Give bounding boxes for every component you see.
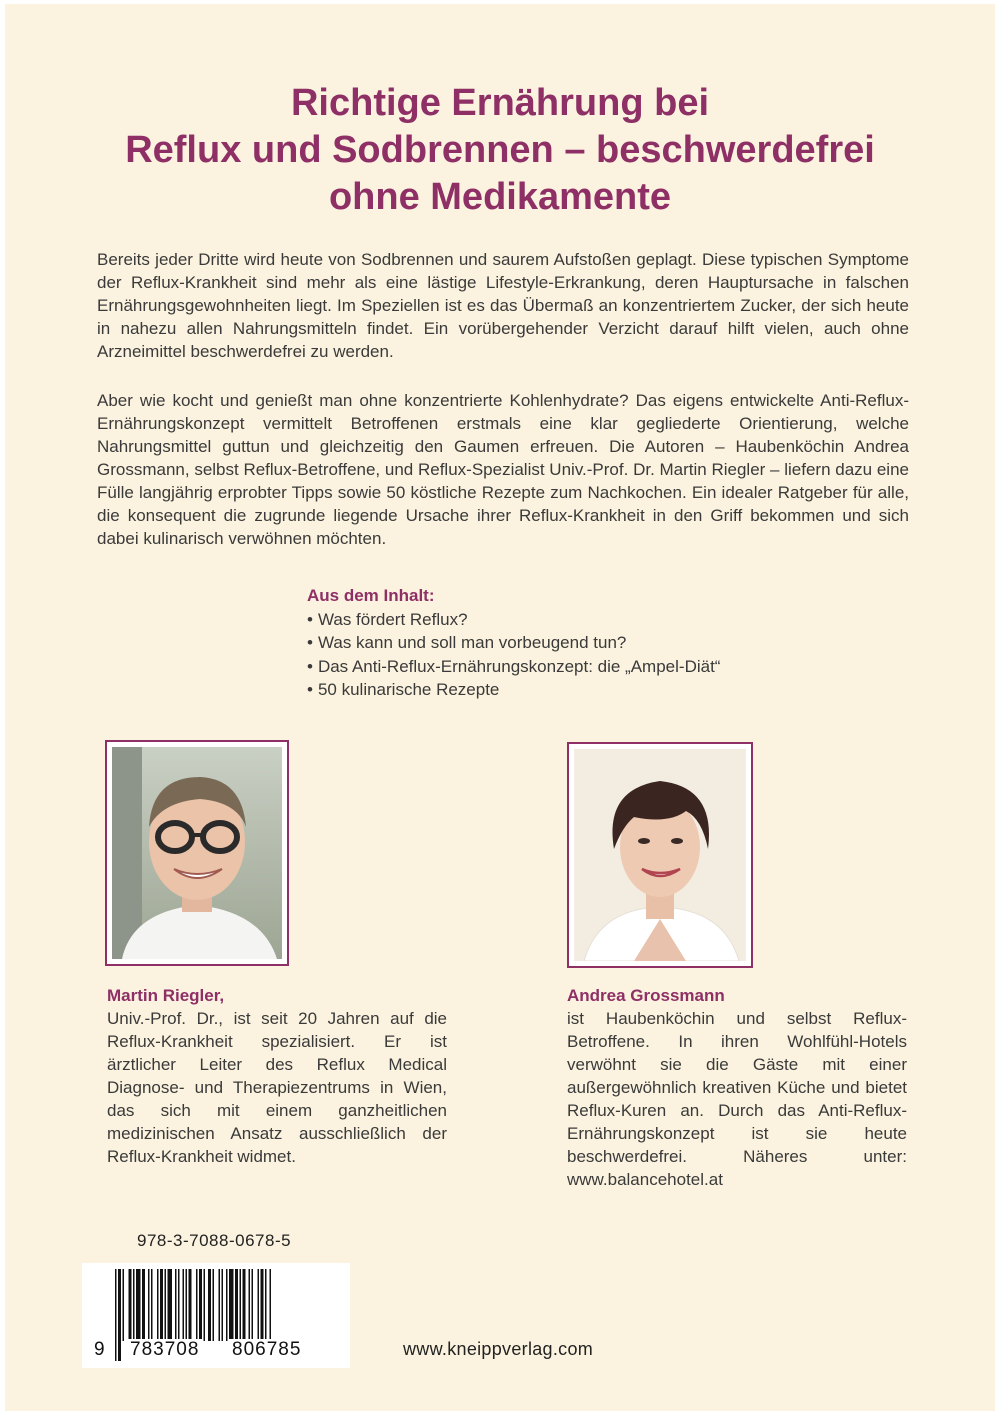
barcode-left-group: 783708 [126, 1339, 203, 1361]
author-bio-text-left: Univ.-Prof. Dr., ist seit 20 Jahren auf die Reflux-Krankheit spezialisiert. Er ist ärztlicher Leiter des Reflux Medical Diagnose- und Therapiezentrums in Wien, das sich mit einem ganzheitlichen medizinischen Ansatz ausschließlich der Reflux-Krankheit widmet. [107, 1009, 447, 1166]
barcode-bar [252, 1269, 254, 1341]
barcode-bar [178, 1269, 180, 1341]
barcode-bar [157, 1269, 159, 1341]
barcode-bar [165, 1269, 167, 1341]
contents-item: • Was kann und soll man vorbeugend tun? [307, 631, 827, 655]
barcode-bar [243, 1269, 246, 1341]
barcode-bar [204, 1269, 206, 1341]
contents-item: • Das Anti-Reflux-Ernährungskonzept: die „Ampel-Diät“ [307, 655, 827, 679]
publisher-website: www.kneippverlag.com [403, 1339, 594, 1359]
barcode-bar [219, 1269, 221, 1341]
contents-list [307, 584, 827, 702]
author-name-left: Martin Riegler, [107, 986, 225, 1005]
barcode-bar [261, 1269, 264, 1341]
author-bio-left [107, 984, 447, 1168]
barcode-bar [222, 1269, 224, 1341]
barcode-bar [168, 1269, 173, 1341]
barcode [82, 1263, 350, 1368]
barcode-bar [142, 1269, 145, 1341]
barcode-bar [133, 1269, 135, 1341]
barcode-bar [123, 1269, 125, 1341]
barcode-bar [235, 1269, 238, 1341]
page-title [5, 80, 995, 221]
barcode-bar [129, 1269, 132, 1341]
intro-paragraph-1: Bereits jeder Dritte wird heute von Sodbrennen und saurem Aufstoßen geplagt. Diese typischen Symptome der Reflux-Krankheit sind mehr als eine lästige Lifestyle-Erkrankung, deren Hauptursache in falschen Ernährungsgewohnheiten liegt. Im Speziellen ist es das Übermaß an konzentriertem Zucker, der sich heute in nahezu allen Nahrungsmitteln findet. Ein vorübergehender Verzicht darauf hilft vielen, auch ohne Arzneimittel beschwerdefrei zu werden. [97, 250, 909, 361]
barcode-bar [229, 1269, 234, 1341]
contents-item: • Was fördert Reflux? [307, 608, 827, 632]
barcode-bar [199, 1269, 202, 1341]
barcode-bar [208, 1269, 211, 1341]
author-bio-text-right: ist Haubenköchin und selbst Reflux-Betroffene. In ihren Wohlfühl-Hotels verwöhnt sie die Gäste mit einer außergewöhnlich kreativen Küche und bietet Reflux-Kuren an. Durch das Anti-Reflux-Ernährungskonzept ist sie heute beschwerdefrei. Näheres unter: www.balancehotel.at [567, 1009, 907, 1189]
author-photo-frame-right [567, 742, 753, 968]
barcode-bar [118, 1269, 121, 1361]
author-photo-andrea-grossmann [574, 749, 746, 961]
author-name-right: Andrea Grossmann [567, 986, 725, 1005]
back-cover [5, 4, 995, 1411]
title-line-3: ohne Medikamente [328, 176, 672, 218]
intro-paragraph-2: Aber wie kocht und genießt man ohne konzentrierte Kohlenhydrate? Das eigens entwickelte Anti-Reflux-Ernährungskonzept vermittelt Betroffenen erstmals eine klar gegliederte Orientierung, welche Nahrungsmittel guttun und gleichzeitig den Gaumen erfreuen. Die Autoren – Haubenköchin Andrea Grossmann, selbst Reflux-Betroffene, und Reflux-Spezialist Univ.-Prof. Dr. Martin Riegler – liefern dazu eine Fülle langjährig erprobter Tipps sowie 50 köstliche Rezepte zum Nachkochen. Ein idealer Ratgeber für alle, die konsequent die zugrunde liegende Ursache ihrer Reflux-Krankheit in den Griff bekommen und sich dabei kulinarisch verwöhnen möchten. [97, 391, 909, 548]
barcode-bar [136, 1269, 141, 1341]
barcode-bar [115, 1269, 117, 1361]
barcode-right-group: 806785 [228, 1339, 305, 1361]
contents-heading: Aus dem Inhalt: [307, 586, 435, 605]
isbn-number: 978-3-7088-0678-5 [137, 1231, 292, 1250]
barcode-bar [258, 1269, 260, 1341]
title-line-2: Reflux und Sodbrennen – beschwerdefrei [125, 129, 875, 171]
author-photo-martin-riegler [112, 747, 282, 959]
barcode-bar [186, 1269, 188, 1341]
barcode-bar [183, 1269, 185, 1341]
barcode-first-digit: 9 [94, 1339, 106, 1360]
barcode-bar [265, 1269, 267, 1341]
contents-item: • 50 kulinarische Rezepte [307, 678, 827, 702]
barcode-bar [249, 1269, 251, 1341]
barcode-bar [175, 1269, 177, 1341]
barcode-bar [151, 1269, 153, 1341]
barcode-bar [148, 1269, 150, 1341]
barcode-bar [226, 1269, 228, 1341]
title-line-1: Richtige Ernährung bei [290, 82, 710, 124]
barcode-bar [160, 1269, 163, 1341]
barcode-bar [240, 1269, 242, 1341]
author-photo-frame-left [105, 740, 289, 966]
barcode-bar [213, 1269, 215, 1341]
author-bio-right [567, 984, 907, 1191]
